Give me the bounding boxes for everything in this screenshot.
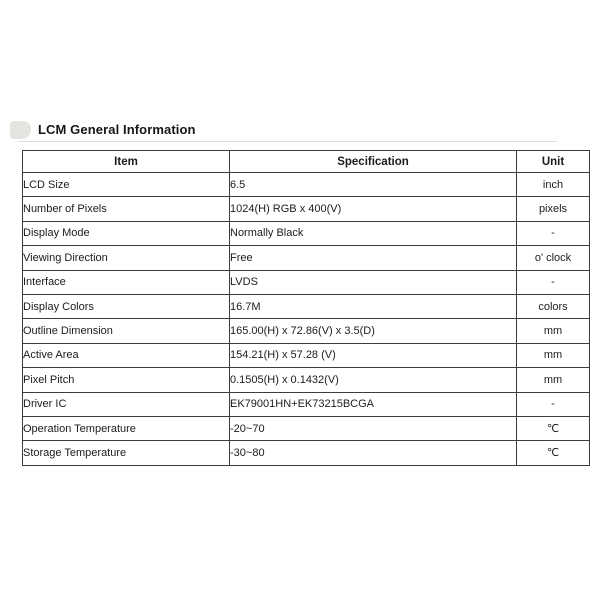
cell-item: Operation Temperature <box>23 416 230 440</box>
table-row <box>23 294 590 318</box>
cell-item: Storage Temperature <box>23 441 230 465</box>
cell-unit: mm <box>517 343 590 367</box>
table-row <box>23 173 590 197</box>
table-row <box>23 270 590 294</box>
header-row <box>23 151 590 173</box>
table-row <box>23 221 590 245</box>
cell-item: Outline Dimension <box>23 319 230 343</box>
cell-item: LCD Size <box>23 173 230 197</box>
table-row <box>23 343 590 367</box>
cell-unit: - <box>517 392 590 416</box>
table-row <box>23 319 590 343</box>
table-row <box>23 368 590 392</box>
column-header-specification: Specification <box>230 151 517 173</box>
cell-unit: inch <box>517 173 590 197</box>
cell-item: Driver IC <box>23 392 230 416</box>
cell-spec: Free <box>230 246 517 270</box>
cell-spec: 1024(H) RGB x 400(V) <box>230 197 517 221</box>
cell-spec: 165.00(H) x 72.86(V) x 3.5(D) <box>230 319 517 343</box>
table-row <box>23 197 590 221</box>
cell-item: Active Area <box>23 343 230 367</box>
table-row <box>23 441 590 465</box>
cell-item: Pixel Pitch <box>23 368 230 392</box>
cell-unit: - <box>517 221 590 245</box>
cell-spec: 16.7M <box>230 294 517 318</box>
cell-item: Number of Pixels <box>23 197 230 221</box>
column-header-item: Item <box>23 151 230 173</box>
cell-spec: LVDS <box>230 270 517 294</box>
cell-spec: 0.1505(H) x 0.1432(V) <box>230 368 517 392</box>
cell-unit: ℃ <box>517 441 590 465</box>
cell-unit: ℃ <box>517 416 590 440</box>
faded-section-marker <box>10 121 31 139</box>
cell-spec: 6.5 <box>230 173 517 197</box>
cell-unit: pixels <box>517 197 590 221</box>
cell-item: Display Mode <box>23 221 230 245</box>
cell-item: Viewing Direction <box>23 246 230 270</box>
spec-table <box>22 150 590 466</box>
cell-unit: - <box>517 270 590 294</box>
table-row <box>23 416 590 440</box>
cell-unit: mm <box>517 319 590 343</box>
cell-spec: EK79001HN+EK73215BCGA <box>230 392 517 416</box>
cell-unit: mm <box>517 368 590 392</box>
cell-spec: -30~80 <box>230 441 517 465</box>
cell-item: Interface <box>23 270 230 294</box>
page-title: LCM General Information <box>38 122 196 137</box>
cell-unit: o' clock <box>517 246 590 270</box>
cell-spec: 154.21(H) x 57.28 (V) <box>230 343 517 367</box>
cell-item: Display Colors <box>23 294 230 318</box>
cell-unit: colors <box>517 294 590 318</box>
title-underline <box>18 141 557 142</box>
spec-table-header <box>23 151 590 173</box>
spec-table-body <box>23 173 590 466</box>
column-header-unit: Unit <box>517 151 590 173</box>
cell-spec: Normally Black <box>230 221 517 245</box>
table-row <box>23 392 590 416</box>
cell-spec: -20~70 <box>230 416 517 440</box>
table-row <box>23 246 590 270</box>
